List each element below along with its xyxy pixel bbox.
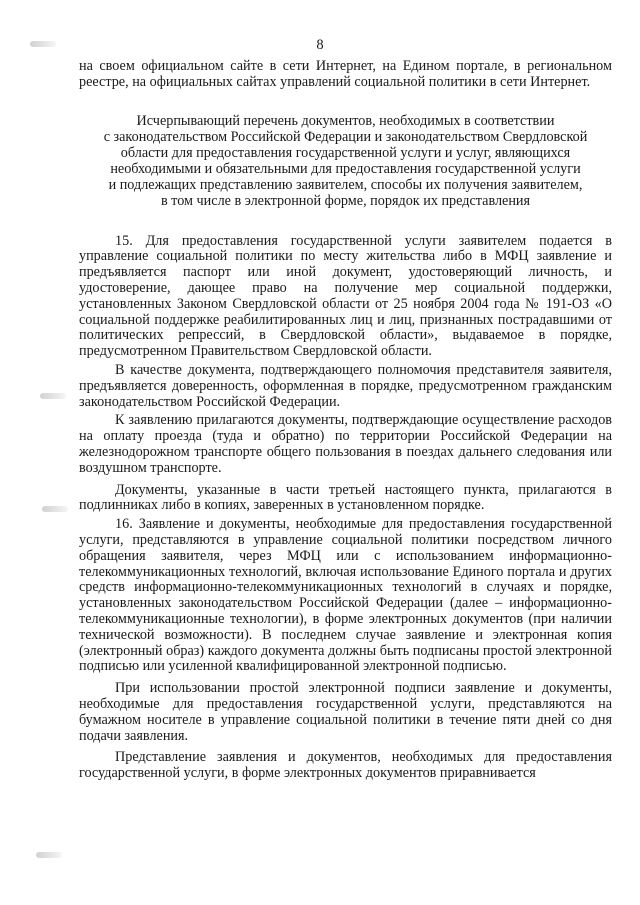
paragraph-electronic-documents: Представление заявления и документов, необходимых для предоставления государственной услуги, в форме электронных документов приравнивается: [79, 750, 612, 782]
paragraph-simple-signature: При использовании простой электронной подписи заявление и документы, необходимые для предоставления государственной услуги, представляются на бумажном носителе в управление социальной политики в течение пяти дней со дня подачи заявления.: [79, 680, 612, 744]
scan-artifact: [36, 852, 62, 858]
scan-artifact: [30, 41, 56, 47]
paragraph-16: 16. Заявление и документы, необходимые для предоставления государственной услуги, представляются в управление социальной политики посредством личного обращения заявителя, через МФЦ или с использованием информационно-телекоммуникационных технологий, включая использование Единого портала и других средств информационно-телекоммуникационных технологий в случаях и порядке, установленных законодательством Российской Федерации (далее – информационно-телекоммуникационные технологии), в форме электронных документов (при наличии технической возможности). В последнем случае заявление и электронная копия (электронный образ) каждого документа должны быть подписаны простой электронной подписью или усиленной квалифицированной электронной подписью.: [79, 516, 612, 675]
paragraph-attachments: К заявлению прилагаются документы, подтверждающие осуществление расходов на оплату проезда (туда и обратно) по территории Российской Федерации на железнодорожном транспорте общего пользования в поездах дальнего следования или воздушном транспорте.: [79, 412, 612, 476]
scan-artifact: [40, 393, 66, 399]
section-heading: [79, 113, 612, 209]
document-body: [79, 59, 612, 781]
scan-artifact: [42, 506, 68, 512]
heading-line: с законодательством Российской Федерации и законодательством Свердловской: [103, 128, 588, 145]
heading-line: Исчерпывающий перечень документов, необходимых в соответствии: [136, 112, 555, 129]
page-number: 8: [316, 37, 324, 53]
paragraph-clip: [79, 750, 612, 781]
paragraph-15: 15. Для предоставления государственной услуги заявителем подается в управление социальной политики по месту жительства либо в МФЦ заявление и предъявляется паспорт или иной документ, удостоверяющий личность, и удостоверение, дающее право на получение мер социальной поддержки, установленных Законом Свердловской области от 25 ноября 2004 года № 191-ОЗ «О социальной поддержке реабилитированных лиц и лиц, признанных пострадавшими от политических репрессий, в Свердловской области», выдаваемое в порядке, предусмотренном Правительством Свердловской области.: [79, 232, 612, 360]
heading-line: в том числе в электронной форме, порядок их представления: [160, 192, 531, 209]
heading-line: области для предоставления государственной услуги и услуг, являющихся: [120, 144, 571, 161]
paragraph-originals: Документы, указанные в части третьей настоящего пункта, прилагаются в подлинниках либо в копиях, заверенных в установленном порядке.: [79, 481, 612, 514]
paragraph-representative: В качестве документа, подтверждающего полномочия представителя заявителя, предъявляется доверенность, оформленная в порядке, предусмотренном гражданским законодательством Российской Федерации.: [79, 361, 612, 410]
heading-line: и подлежащих представлению заявителем, способы их получения заявителем,: [108, 176, 583, 193]
opening-paragraph: на своем официальном сайте в сети Интернет, на Едином портале, в региональном реестре, на официальных сайтах управлений социальной политики в сети Интернет.: [79, 58, 612, 90]
heading-line: необходимыми и обязательными для предоставления государственной услуги: [110, 160, 581, 177]
